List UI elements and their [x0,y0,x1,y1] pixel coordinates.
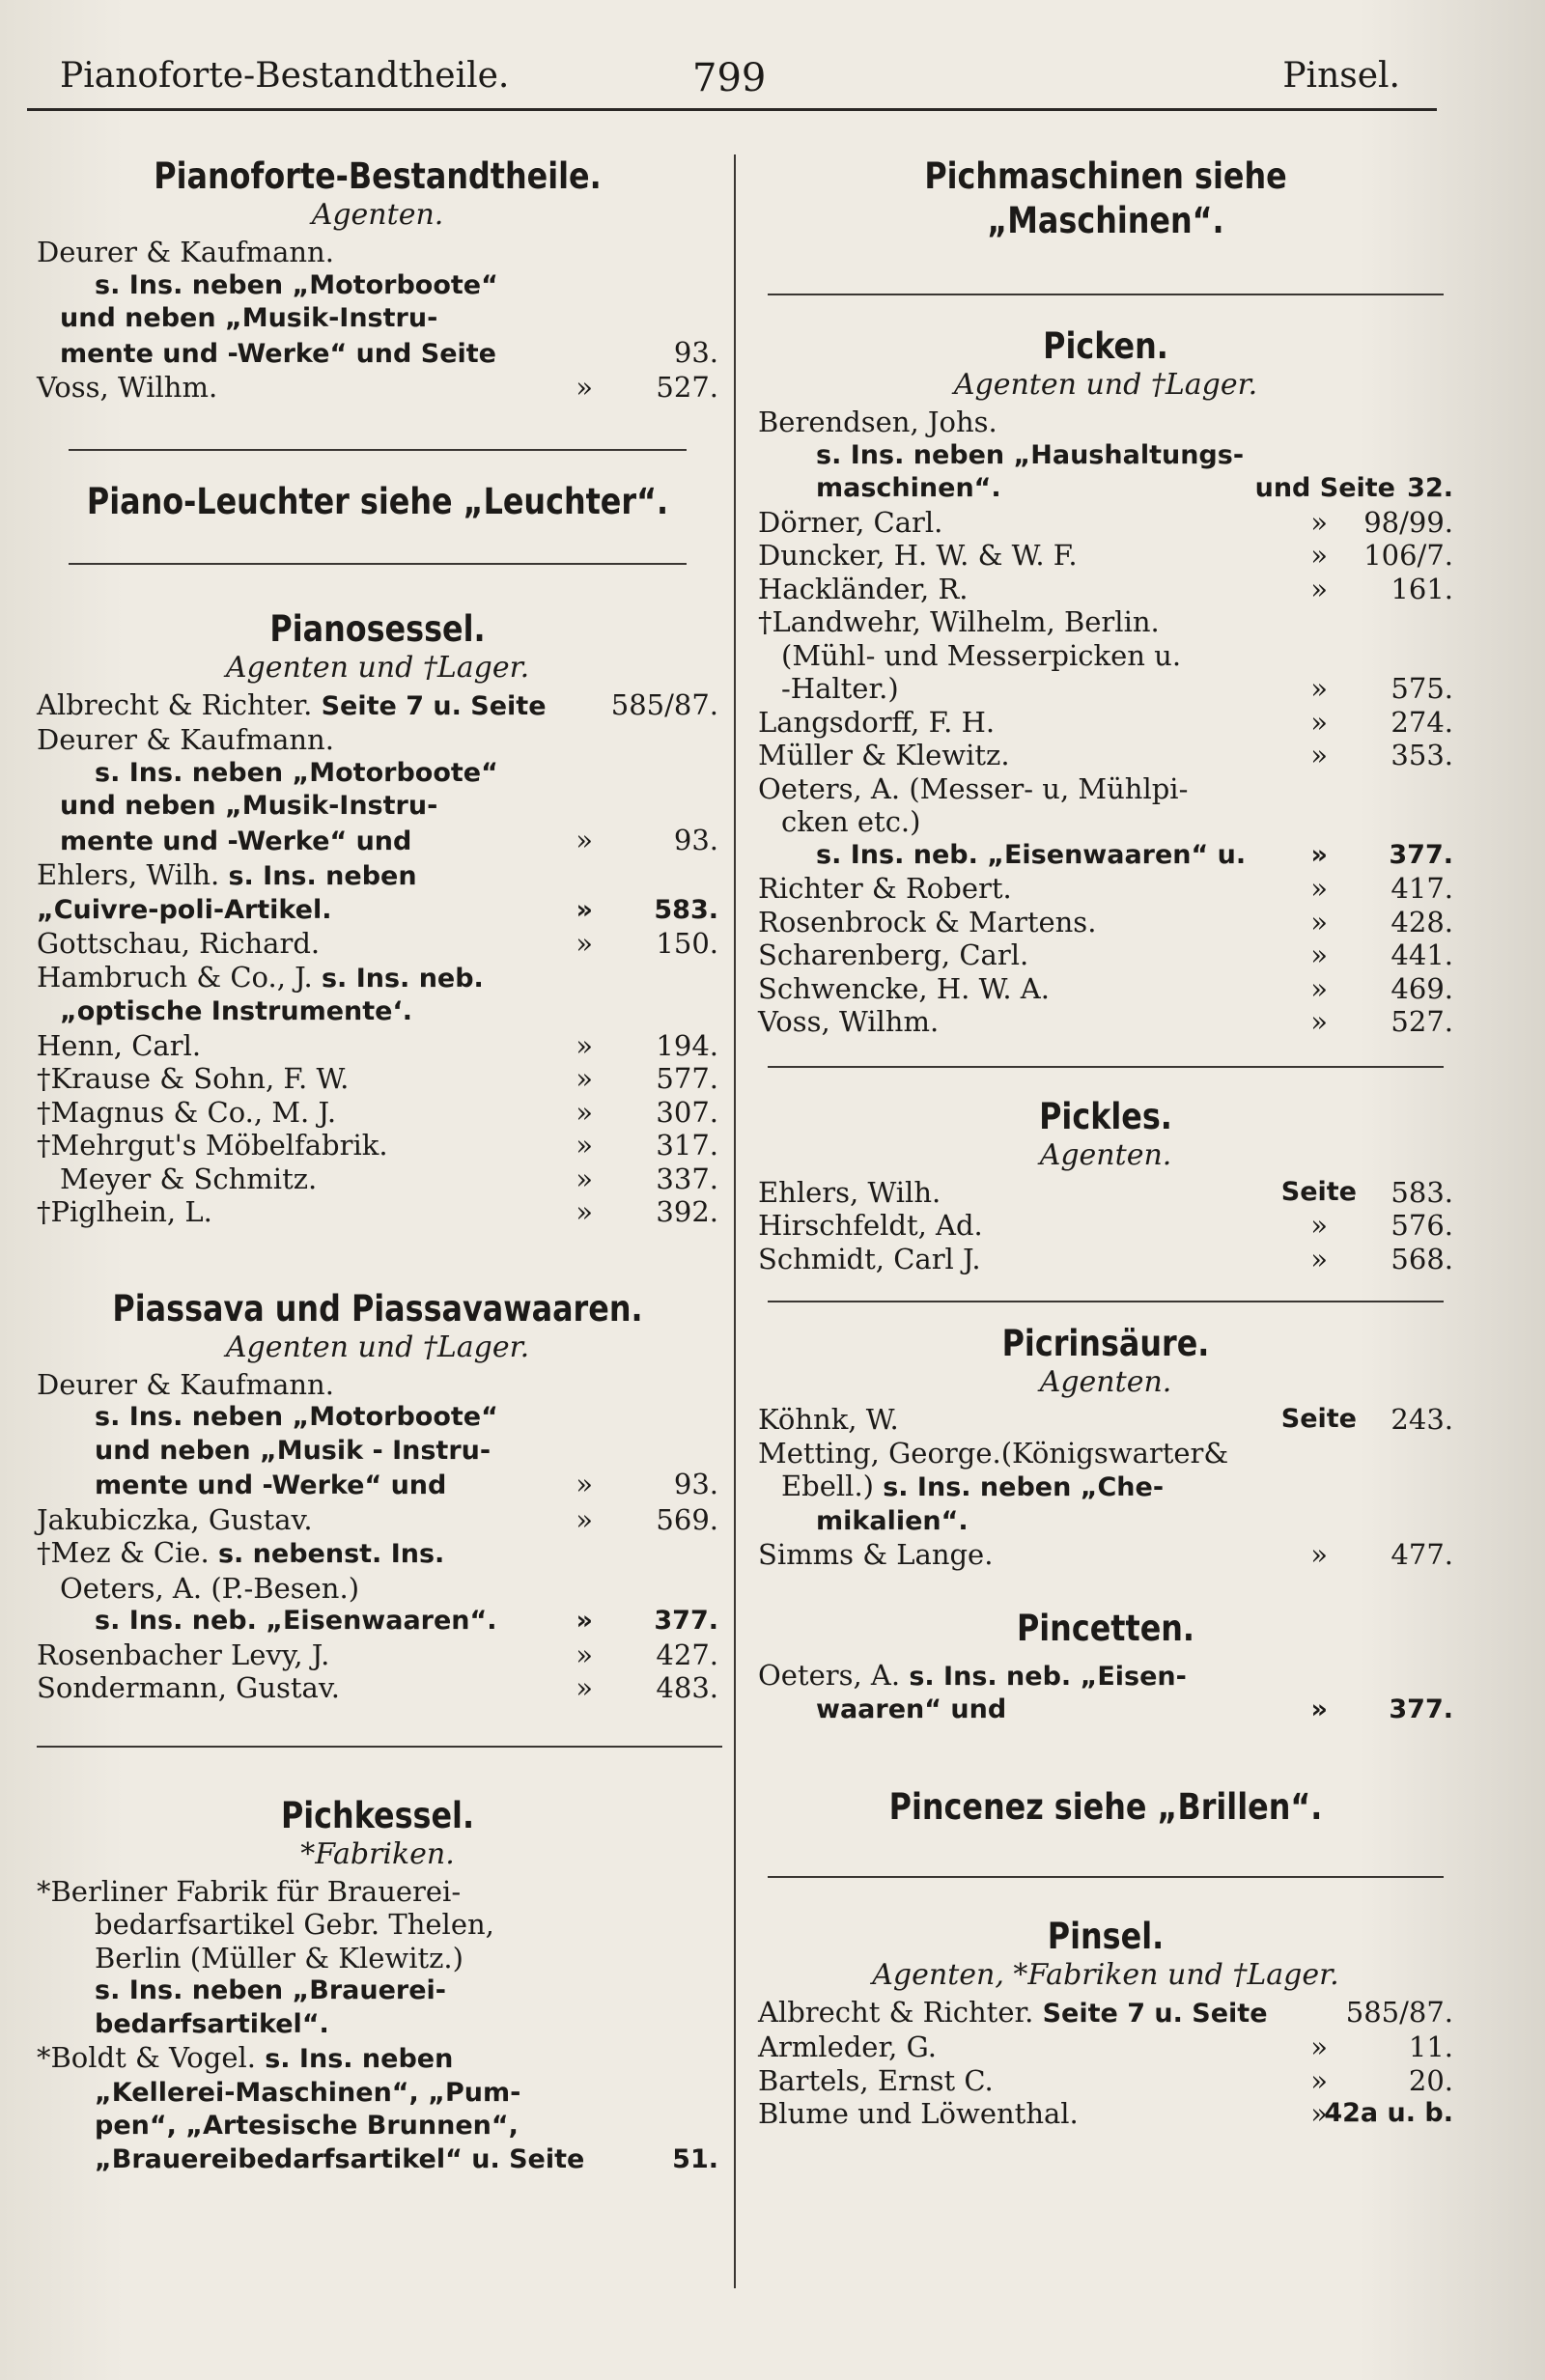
entry-line: und neben „Musik-Instru- [60,303,438,333]
entry-line: s. Ins. neb. „Eisenwaaren“. » 377. [37,1605,718,1638]
entry-line: Hambruch & Co., J. s. Ins. neb. [37,960,484,994]
entry-line: Deurer & Kaufmann. [37,723,334,756]
section-piassava [37,1287,718,1705]
page-ref: 583. [1390,1175,1453,1209]
page-ref: 583. [654,894,718,925]
entry-line: Dörner, Carl. » 98/99. [758,505,1453,539]
page-ref: 377. [654,1606,718,1636]
entry-line: mikalien“. [816,1505,969,1536]
page-ref: 194. [656,1028,718,1062]
section-heading: Pincenez siehe „Brillen“. [888,1785,1323,1828]
section-heading: Pinsel. [1047,1915,1165,1957]
entry-line: Scharenberg, Carl. » 441. [758,938,1453,971]
entry-line: Simms & Lange. » 477. [758,1538,1453,1571]
entry-line: „optische Instrumente‘. [60,996,412,1026]
page-ref: 307. [656,1095,718,1129]
section-divider [69,563,687,565]
entry-line: Sondermann, Gustav. » 483. [37,1671,718,1704]
entry-line: Bartels, Ernst C. » 20. [758,2063,1453,2097]
page-ref: 98/99. [1363,505,1453,539]
section-divider [768,1066,1444,1068]
section-pianoforte-bestandtheile [37,154,718,405]
page-ref: 377. [1389,1694,1453,1724]
section-heading: Piassava und Piassavawaaren. [112,1287,643,1330]
entry-line: und neben „Musik-Instru- [60,791,438,821]
section-subheading: Agenten. [311,198,444,232]
page-ref: 274. [1390,705,1453,739]
entry-line: Köhnk, W. Seite 243. [758,1403,1453,1436]
entry-line: Duncker, H. W. & W. F. » 106/7. [758,539,1453,572]
page-ref: 576. [1390,1209,1453,1242]
entry-line: †Landwehr, Wilhelm, Berlin. [758,605,1160,638]
page-ref: 428. [1390,905,1453,938]
section-heading: Pickles. [1039,1095,1172,1137]
page-ref: 477. [1390,1538,1453,1571]
column-divider [734,154,736,2288]
entry-line: Voss, Wilhm. » 527. [37,371,718,404]
running-head-left: Pianoforte-Bestandtheile. [60,56,510,96]
entry-line: Voss, Wilhm. » 527. [758,1005,1453,1038]
section-divider [37,1746,722,1748]
page-ref: 93. [673,335,718,369]
entry-line: s. Ins. neb. „Eisenwaaren“ u. » 377. [758,839,1453,873]
entry-line: Langsdorff, F. H. » 274. [758,705,1453,739]
entry-line: †Krause & Sohn, F. W. » 577. [37,1062,718,1095]
page-ref: 32. [1407,473,1453,503]
entry-line: s. Ins. neben „Motorboote“ [95,1402,498,1432]
entry-line: Deurer & Kaufmann. [37,236,334,268]
entry-line: Albrecht & Richter. Seite 7 u. Seite 585/87. [758,1995,1453,2029]
section-pincetten [758,1607,1453,1727]
section-picrinsaeure [758,1322,1453,1572]
entry-line: cken etc.) [781,805,921,838]
section-heading: Pichmaschinen siehe „Maschinen“. [924,155,1287,241]
entry-line: Ehlers, Wilh. s. Ins. neben [37,858,417,891]
entry-line: *Boldt & Vogel. s. Ins. neben [37,2041,454,2074]
page-ref: 42a u. b. [1324,2098,1453,2128]
entry-line: s. Ins. neben „Motorboote“ [95,269,498,300]
page-ref: 93. [673,823,718,856]
page-ref: 20. [1408,2063,1453,2097]
section-picken [758,324,1453,1039]
entry-line: „Brauereibedarfsartikel“ u. Seite 51. [37,2143,718,2177]
page-ref: 392. [656,1195,718,1228]
page-ref: 417. [1390,872,1453,905]
entry-line: Oeters, A. (Messer- u, Mühlpi- [758,771,1189,805]
entry-line: Berlin (Müller & Klewitz.) [95,1941,464,1974]
entry-line: Deurer & Kaufmann. [37,1367,334,1401]
page-ref: 51. [672,2143,718,2174]
section-heading: Pianoforte-Bestandtheile. [154,155,602,197]
page-ref: 585/87. [610,687,718,721]
page-ref: 150. [656,927,718,960]
running-head-right: Pinsel. [1282,56,1400,96]
entry-line: und neben „Musik - Instru- [95,1435,492,1466]
entry-line: †Mez & Cie. s. nebenst. Ins. [37,1536,445,1569]
entry-line: Meyer & Schmitz. » 337. [60,1162,718,1195]
page-ref: 575. [1390,672,1453,705]
entry-line: Blume und Löwenthal. » 42a u. b. [758,2097,1453,2130]
section-pinsel [758,1915,1453,2131]
entry-line: bedarfsartikel“. [95,2008,329,2039]
page-ref: 527. [656,371,718,404]
entry-line: Ehlers, Wilh. Seite 583. [758,1175,1453,1209]
page-ref: 469. [1390,971,1453,1005]
page-ref: 483. [656,1671,718,1704]
entry-line: s. Ins. neben „Brauerei- [95,1975,446,2005]
entry-line: s. Ins. neben „Motorboote“ [95,757,498,788]
section-subheading: Agenten und †Lager. [225,650,530,685]
entry-line: Hackländer, R. » 161. [758,572,1453,605]
entry-line: bedarfsartikel Gebr. Thelen, [95,1908,494,1941]
section-divider [768,1876,1444,1878]
section-subheading: Agenten. [1039,1137,1172,1172]
entry-line: Hirschfeldt, Ad. » 576. [758,1209,1453,1242]
section-pincenez [758,1785,1453,1830]
entry-line: Oeters, A. s. Ins. neb. „Eisen- [758,1658,1187,1692]
section-pickles [758,1095,1453,1276]
entry-line: *Berliner Fabrik für Brauerei- [37,1874,462,1908]
page-ref: 353. [1390,739,1453,771]
entry-line: Henn, Carl. » 194. [37,1028,718,1062]
section-subheading: Agenten und †Lager. [225,1330,530,1364]
right-column [758,145,1453,2131]
entry-line: „Cuivre-poli-Artikel. » 583. [37,894,718,928]
section-pichkessel [37,1794,718,2177]
entry-line: maschinen“. und Seite 32. [758,472,1453,506]
page-ref: 11. [1408,2030,1453,2063]
page-ref: 569. [656,1502,718,1536]
section-heading: Picrinsäure. [1001,1323,1210,1364]
section-divider [768,294,1444,295]
entry-line: Rosenbrock & Martens. » 428. [758,905,1453,938]
page-ref: 377. [1389,839,1453,870]
entry-line: mente und -Werke“ und » 93. [95,1468,718,1500]
entry-line: Armleder, G. » 11. [758,2030,1453,2063]
entry-line: Rosenbacher Levy, J. » 427. [37,1638,718,1671]
entry-line: †Piglhein, L. » 392. [37,1195,718,1228]
entry-line: Oeters, A. (P.-Besen.) [60,1571,360,1605]
page-ref: 527. [1390,1005,1453,1038]
entry-line: Metting, George.(Königswarter& [758,1436,1229,1470]
section-piano-leuchter [37,480,718,524]
entry-line: †Magnus & Co., M. J. » 307. [37,1095,718,1129]
entry-line: Berendsen, Johs. [758,406,997,438]
page-ref: 106/7. [1363,539,1453,572]
section-subheading: Agenten und †Lager. [953,368,1258,402]
section-divider [69,449,687,451]
running-head [60,56,1400,108]
section-pichmaschinen [758,154,1453,243]
entry-line: Richter & Robert. » 417. [758,872,1453,905]
page-ref: 337. [656,1162,718,1195]
page-number: 799 [692,56,767,100]
section-subheading: Agenten. [1039,1365,1172,1399]
page-ref: 585/87. [1345,1995,1453,2029]
entry-line: Müller & Klewitz. » 353. [758,739,1453,771]
entry-line: waaren“ und » 377. [758,1694,1453,1727]
entry-line: Schmidt, Carl J. » 568. [758,1242,1453,1275]
page-ref: 441. [1390,938,1453,971]
entry-line: mente und -Werke“ und Seite 93. [60,335,718,369]
entry-line: Albrecht & Richter. Seite 7 u. Seite 585/87. [37,687,718,721]
entry-line: Schwencke, H. W. A. » 469. [758,971,1453,1005]
entry-line: (Mühl- und Messerpicken u. [781,638,1182,672]
section-divider [768,1301,1444,1302]
page-ref: 568. [1390,1242,1453,1275]
section-heading: Pichkessel. [280,1794,475,1836]
section-subheading: Agenten, *Fabriken und †Lager. [872,1957,1339,1992]
section-heading: Pincetten. [1016,1607,1195,1649]
section-heading: Pianosessel. [269,607,486,650]
header-rule [27,108,1437,111]
entry-line: Gottschau, Richard. » 150. [37,927,718,960]
entry-line: mente und -Werke“ und » 93. [60,823,718,856]
entry-line: -Halter.) » 575. [781,672,1453,705]
left-column [37,145,718,2176]
section-pianosessel [37,607,718,1229]
page-ref: 243. [1390,1403,1453,1436]
entry-line: Ebell.) s. Ins. neben „Che- [781,1470,1165,1502]
page-ref: 427. [656,1638,718,1671]
section-heading: Piano-Leuchter siehe „Leuchter“. [86,480,669,522]
entry-line: Jakubiczka, Gustav. » 569. [37,1502,718,1536]
section-subheading: *Fabriken. [300,1836,455,1871]
entry-line: pen“, „Artesische Brunnen“, [95,2111,519,2141]
entry-line: „Kellerei-Maschinen“, „Pum- [95,2077,521,2108]
entry-line: †Mehrgut's Möbelfabrik. » 317. [37,1129,718,1162]
entry-line: s. Ins. neben „Haushaltungs- [816,439,1245,470]
page-ref: 577. [656,1062,718,1095]
page-ref: 161. [1390,572,1453,605]
page-ref: 317. [656,1129,718,1162]
section-heading: Picken. [1043,325,1168,367]
page-ref: 93. [673,1468,718,1500]
